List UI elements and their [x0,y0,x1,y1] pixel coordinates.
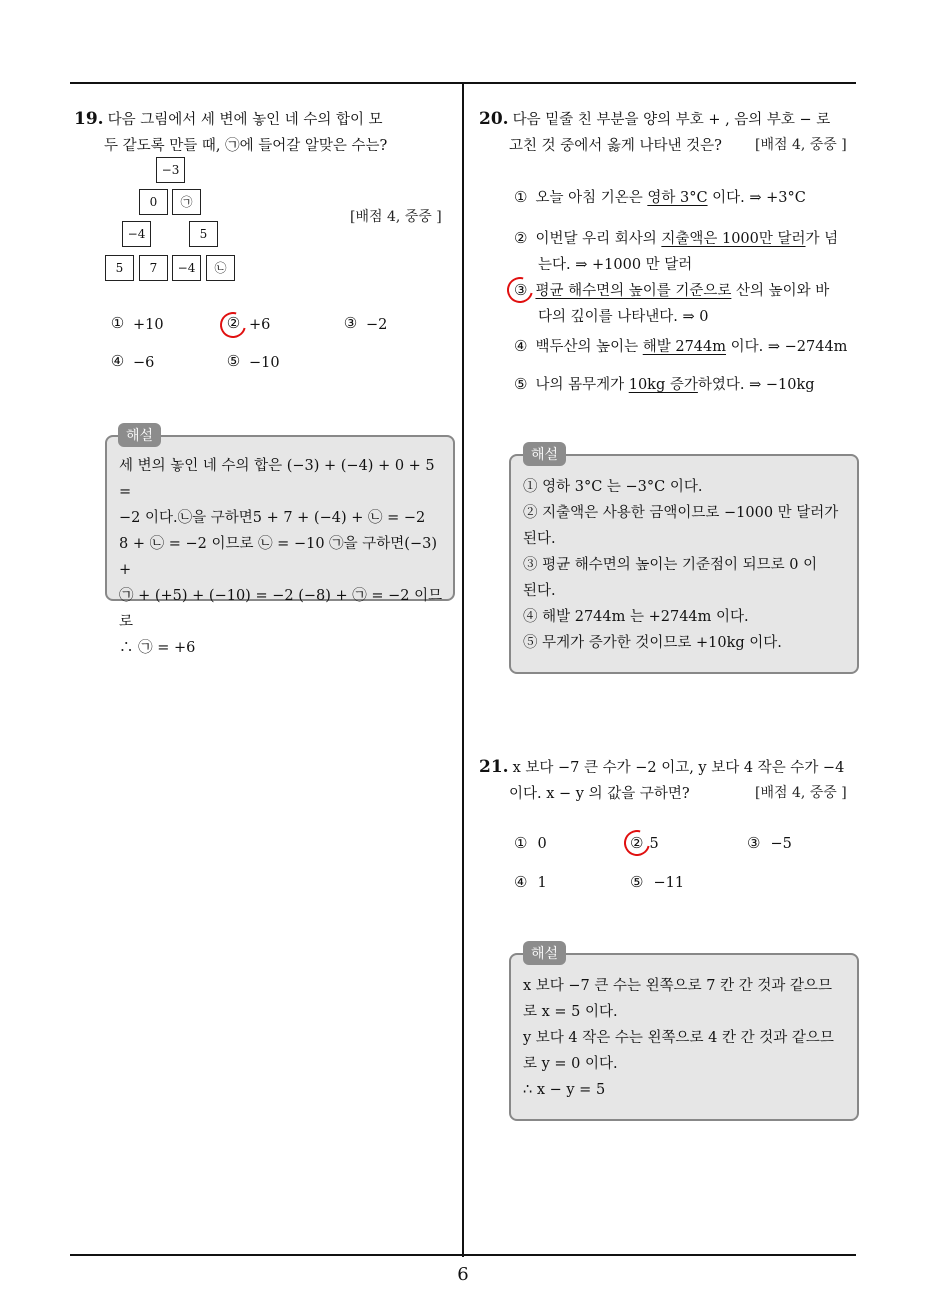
triangle-box: −4 [122,221,151,247]
option-2[interactable]: ② +6 [226,314,271,333]
score-label: [배점 4, 중중 ] [350,209,442,225]
question-21-line2: 이다. x − y 의 값을 구하면? [509,786,690,802]
triangle-box: 5 [105,255,134,281]
option-4[interactable]: ④ 백두산의 높이는 해발 2744m 이다. ⇒ −2744m [514,337,848,355]
option-3[interactable]: ③ −2 [343,314,388,333]
option-2[interactable]: ② 이번달 우리 회사의 지출액은 1000만 달러가 넘 는다. ⇒ +1000 만 달러 [514,229,839,273]
score-label: [배점 4, 중중 ] [755,785,847,801]
option-5[interactable]: ⑤ 나의 몸무게가 10kg 증가하였다. ⇒ −10kg [514,375,815,393]
red-answer-mark [215,307,251,343]
triangle-box: 5 [189,221,218,247]
solution-tag: 해설 [118,423,161,447]
solution-box [509,953,859,1121]
solution-box [509,454,859,674]
solution-box [105,435,455,656]
solution-text: ① 영하 3°C 는 −3°C 이다. ② 지출액은 사용한 금액이므로 −1000 만 달러가 된다. ③ 평균 해수면의 높이는 기준점이 되므로 0 이 된다. ④ 해발 2744m 는 +2744m 이다. ⑤ 무게가 증가한 것이므로 +10kg 이다. [523,479,839,651]
option-5[interactable]: ⑤ −11 [630,873,685,891]
score-label: [배점 4, 중중 ] [755,137,847,153]
question-number: 19. [74,109,104,129]
triangle-box: 7 [139,255,168,281]
option-3[interactable]: ③ −5 [747,834,792,852]
triangle-box: ㉡ [206,255,235,281]
triangle-box: 0 [139,189,168,215]
bottom-rule [70,1254,856,1256]
solution-text: 세 변의 놓인 네 수의 합은 (−3) + (−4) + 0 + 5 = −2 이다.㉡을 구하면5 + 7 + (−4) + ㉡ = −2 8 + ㉡ = −2 이므로 ㉡ = −10 ㉠을 구하면(−3) + ㉠ + (+5) + (−10) = −2 (−8) + ㉠ = −2 이므로 ∴ ㉠ = +6 [119,458,443,656]
triangle-box: ㉠ [172,189,201,215]
option-5[interactable]: ⑤ −10 [226,352,280,371]
solution-tag: 해설 [523,442,566,466]
red-answer-mark [619,825,655,861]
option-1[interactable]: ① 0 [514,834,547,852]
question-number: 21. [479,757,509,777]
option-3[interactable]: ③ 평균 해수면의 높이를 기준으로 산의 높이와 바 다의 깊이를 나타낸다. ⇒ 0 [514,281,830,325]
solution-tag: 해설 [523,941,566,965]
column-divider [462,82,464,1257]
question-20-line2: 고친 것 중에서 옳게 나타낸 것은? [509,138,722,154]
question-19 [74,106,456,159]
triangle-box: −3 [156,157,185,183]
option-2[interactable]: ② 5 [630,834,659,852]
question-number: 20. [479,109,509,129]
question-19-line1: 19. 다음 그림에서 세 변에 놓인 네 수의 합이 모 [74,109,383,129]
question-19-line2: 두 같도록 만들 때, ㉠에 들어갈 알맞은 수는? [104,138,388,154]
question-21-line1: 21. x 보다 −7 큰 수가 −2 이고, y 보다 4 작은 수가 −4 [479,757,845,777]
triangle-box: −4 [172,255,201,281]
option-4[interactable]: ④ 1 [514,873,547,891]
page-number: 6 [457,1264,469,1285]
option-1[interactable]: ① +10 [110,314,164,333]
solution-text: x 보다 −7 큰 수는 왼쪽으로 7 칸 간 것과 같으므 로 x = 5 이다. y 보다 4 작은 수는 왼쪽으로 4 칸 간 것과 같으므 로 y = 0 이다. ∴ x − y = 5 [523,978,834,1098]
option-1[interactable]: ① 오늘 아침 기온은 영하 3°C 이다. ⇒ +3°C [514,188,806,206]
option-4[interactable]: ④ −6 [110,352,155,371]
question-20-line1: 20. 다음 밑줄 친 부분을 양의 부호 + , 음의 부호 − 로 [479,109,831,129]
